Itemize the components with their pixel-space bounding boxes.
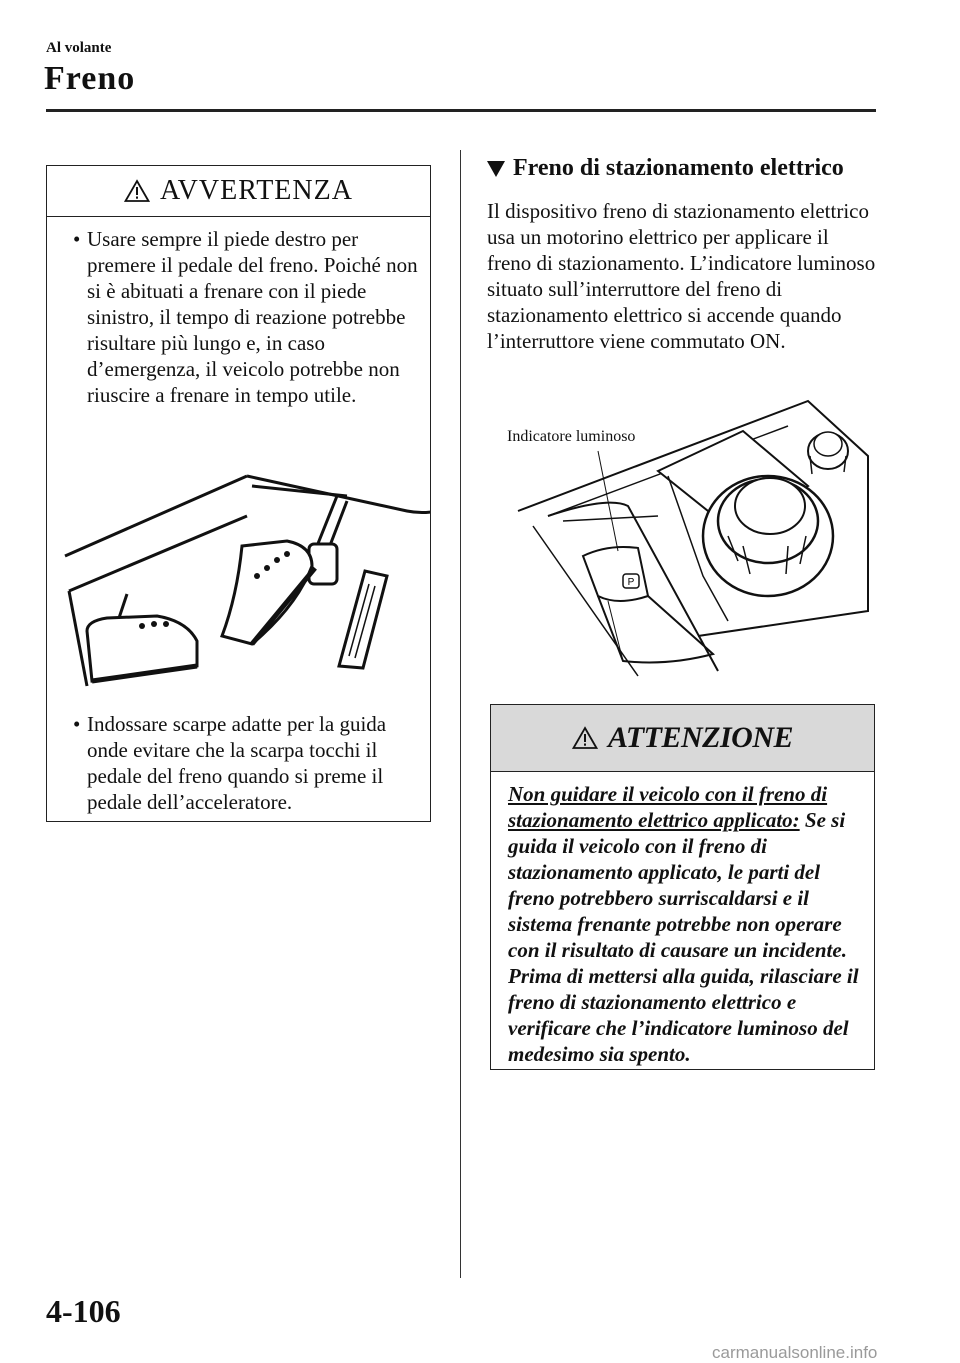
column-divider — [460, 150, 461, 1278]
warning-header — [47, 166, 430, 217]
caution-text: Se si guida il veicolo con il freno di stazionamento applicato, le parti del freno potrebbero surriscaldarsi e il sistema frenante potrebbe non operare con il risultato di causare un incidente. Prima di mettersi alla guida, rilasciare il freno di stazionamento elettrico e verificare che l’indicatore luminoso del medesimo sia spento. — [508, 808, 859, 1066]
page-title: Freno — [44, 60, 136, 97]
warning-bullet-1 — [73, 226, 422, 408]
warning-triangle-icon — [124, 179, 150, 203]
caution-box — [490, 704, 875, 1070]
parking-switch-symbol: P — [627, 577, 635, 588]
warning-bullet-1-text: Usare sempre il piede destro per premere il pedale del freno. Poiché non si è abituati a frenare con il piede sinistro, il tempo di reazione potrebbe risultare più lungo e, in caso d’emergenza, il veicolo potrebbe non riuscire a frenare in tempo utile. — [87, 227, 418, 407]
bullet-dot: • — [73, 227, 81, 251]
warning-bullet-2 — [73, 711, 422, 815]
parking-brake-heading — [487, 155, 844, 182]
bullet-dot: • — [73, 712, 81, 736]
section-marker-icon — [487, 161, 505, 177]
caution-body — [508, 781, 863, 1067]
warning-bullet-2-text: Indossare scarpe adatte per la guida onde evitare che la scarpa tocchi il pedale del freno quando si preme il pedale dell’acceleratore. — [87, 712, 387, 814]
watermark: carmanualsonline.info — [712, 1343, 878, 1362]
warning-triangle-icon — [572, 726, 598, 750]
caution-title: ATTENZIONE — [607, 721, 794, 754]
page-number: 4-106 — [46, 1293, 121, 1329]
caution-header — [491, 705, 874, 772]
parking-brake-intro: Il dispositivo freno di stazionamento elettrico usa un motorino elettrico per applicare il freno di stazionamento. L’indicatore luminoso situato sull’interruttore del freno di stazionamento elettrico si accende quando l’interruttore viene commutato ON. — [487, 199, 876, 353]
warning-box — [46, 165, 431, 822]
section-label: Al volante — [46, 40, 112, 56]
title-rule — [46, 109, 876, 112]
pedal-illustration — [47, 456, 430, 696]
parking-brake-heading-text: Freno di stazionamento elettrico — [513, 155, 844, 181]
figure-caption: Indicatore luminoso — [507, 428, 636, 445]
caution-lead: Non guidare il veicolo con il freno di stazionamento elettrico applicato: — [508, 782, 828, 832]
warning-title: AVVERTENZA — [160, 175, 353, 206]
